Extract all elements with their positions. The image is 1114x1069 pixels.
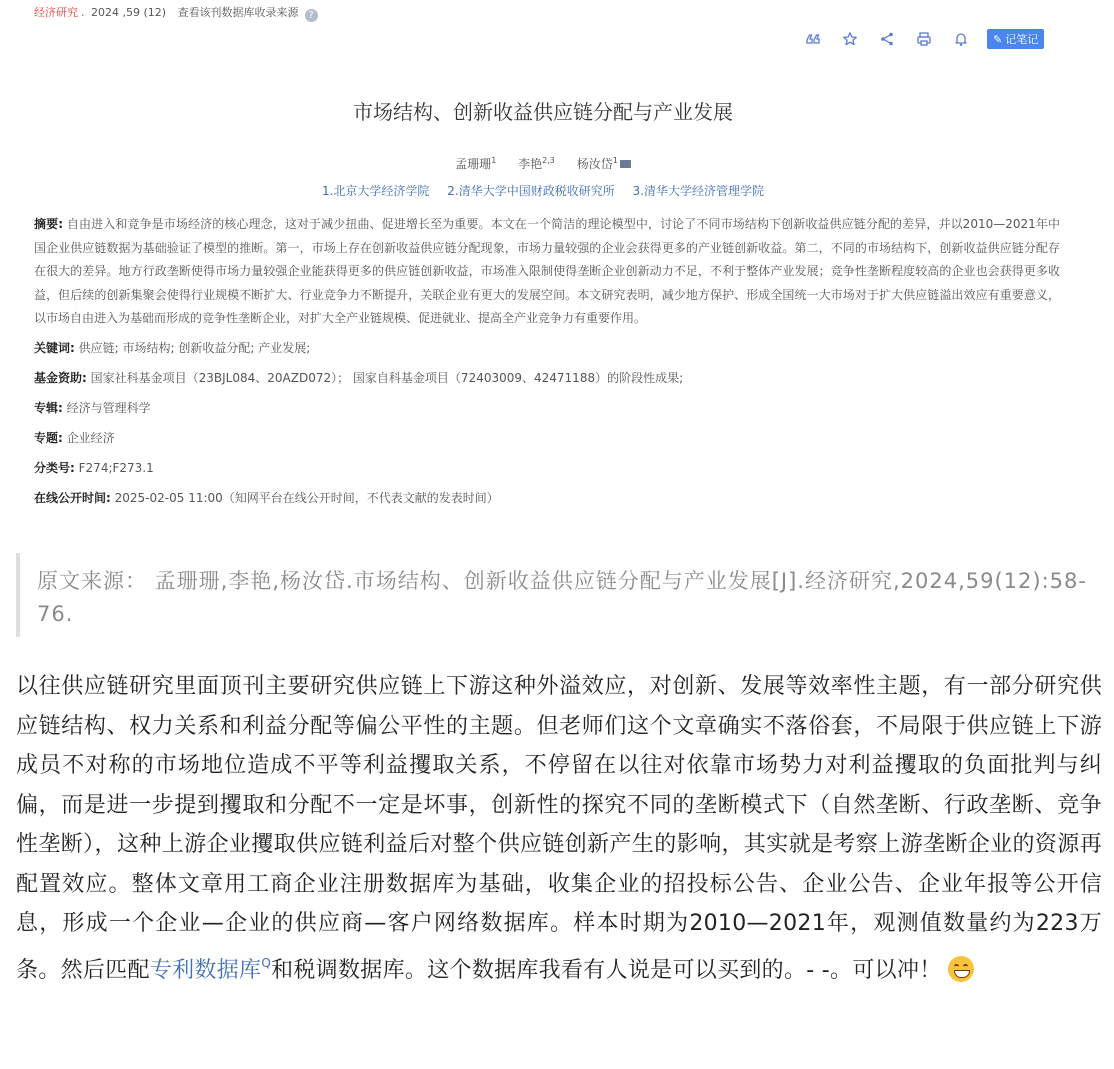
body-text-end: 和税调数据库。这个数据库我看有人说是可以买到的。- -。可以冲！ [271, 957, 942, 983]
abstract-label: 摘要: [34, 217, 64, 231]
search-link-marker[interactable]: Q [261, 955, 272, 970]
abstract-text: 自由进入和竞争是市场经济的核心理念，这对于减少扭曲、促进增长至为重要。本文在一个简洁的理论模型中，讨论了不同市场结构下创新收益供应链分配的差异，并以2010—2021年中国企业供应链数据为基础验证了模型的推断。第一，市场上存在创新收益供应链分配现象，市场力量较强的企业会获得更多的产业链创新收益。第二，不同的市场结构下，创新收益供应链分配存在很大的差异。地方行政垄断使得市场力量较强企业能获得更多的供应链创新收益，市场准入限制使得垄断企业创新动力不足，不利于整体产业发展；竞争性垄断程度较高的企业也会获得更多收益，但后续的创新集聚会使得行业规模不断扩大、行业竞争力不断提升，关联企业有更大的发展空间。本文研究表明，减少地方保护、形成全国统一大市场对于扩大供应链溢出效应有重要意义，以市场自由进入为基础而形成的竞争性垄断企业，对扩大全产业链规模、促进就业、提高全产业竞争力有重要作用。 [34, 217, 1060, 325]
grin-emoji-icon [948, 956, 974, 982]
print-icon[interactable] [911, 27, 937, 51]
article-toolbar [800, 27, 1044, 51]
mail-icon[interactable] [620, 160, 631, 168]
fund-text[interactable]: 国家社科基金项目（23BJL084、20AZD072）； 国家自科基金项目（72403009、42471188）的阶段性成果; [90, 370, 684, 385]
journal-link[interactable]: 经济研究 [34, 6, 78, 19]
body-text: 以往供应链研究里面顶刊主要研究供应链上下游这种外溢效应，对创新、发展等效率性主题，有一部分研究供应链结构、权力关系和利益分配等偏公平性的主题。但老师们这个文章确实不落俗套，不局限于供应链上下游成员不对称的市场地位造成不平等利益攫取关系，不停留在以往对依靠市场势力对利益攫取的负面批判与纠偏，而是进一步提到攫取和分配不一定是坏事，创新性的探究不同的垄断模式下（自然垄断、行政垄断、竞争性垄断），这种上游企业攫取供应链利益后对整个供应链创新产生的影响，其实就是考察上游垄断企业的资源再配置效应。整体文章用工商企业注册数据库为基础，收集企业的招投标公告、企业公告、企业年报等公开信息，形成一个企业—企业的供应商—客户网络数据库。样本时期为2010—2021年，观测值数量约为223万条。然后匹配 [16, 674, 1102, 983]
journal-source-line [34, 4, 318, 22]
classification-label: 分类号: [34, 460, 75, 475]
separator: . [81, 6, 85, 19]
affiliation-link[interactable]: 2.清华大学中国财政税收研究所 [447, 184, 615, 198]
keywords-label: 关键词: [34, 340, 75, 355]
database-source-link[interactable]: 查看该刊数据库收录来源 [177, 6, 299, 19]
fund [34, 367, 1060, 390]
abstract [34, 213, 1060, 331]
keywords-text[interactable]: 供应链; 市场结构; 创新收益分配; 产业发展; [78, 340, 311, 355]
issue-info[interactable]: 2024 ,59 (12) [91, 6, 167, 19]
fund-label: 基金资助: [34, 370, 87, 385]
take-note-label: 记笔记 [1005, 33, 1039, 46]
classification [34, 457, 1060, 480]
take-note-button[interactable] [987, 29, 1044, 49]
online-time-text: 2025-02-05 11:00（知网平台在线公开时间，不代表文献的发表时间） [114, 490, 499, 505]
favorite-star-icon[interactable] [837, 27, 863, 51]
author-link[interactable]: 杨汝岱$^1$ [577, 157, 631, 171]
help-icon[interactable]: ? [305, 9, 318, 22]
paper-title: 市场结构、创新收益供应链分配与产业发展 [353, 100, 733, 124]
affiliation-link[interactable]: 1.北京大学经济学院 [321, 184, 430, 198]
quote-icon[interactable] [800, 27, 826, 51]
affiliation-list [0, 182, 1086, 199]
article-meta [34, 213, 1060, 510]
topic [34, 427, 1060, 450]
bell-icon[interactable] [948, 27, 974, 51]
author-link[interactable]: 李艳$^{2,3}$ [518, 156, 555, 171]
online-time-label: 在线公开时间: [34, 490, 111, 505]
source-quote-text: 原文来源： 孟珊珊,李艳,杨汝岱.市场结构、创新收益供应链分配与产业发展[J].经济研究,2024,59(12):58-76. [37, 569, 1087, 626]
topic-text: 企业经济 [66, 430, 115, 445]
series-text: 经济与管理科学 [66, 400, 151, 415]
affiliation-link[interactable]: 3.清华大学经济管理学院 [632, 184, 764, 198]
author-link[interactable]: 孟珊珊$^1$ [455, 156, 497, 171]
topic-label: 专题: [34, 430, 63, 445]
keywords [34, 337, 1060, 360]
source-quote-block [16, 553, 1108, 637]
classification-text: F274;F273.1 [78, 460, 154, 475]
body-paragraph [16, 667, 1102, 990]
series [34, 397, 1060, 420]
share-icon[interactable] [874, 27, 900, 51]
series-label: 专辑: [34, 400, 63, 415]
author-list [0, 155, 1086, 172]
online-time [34, 487, 1060, 510]
pen-icon: ✎ [993, 32, 1003, 46]
patent-database-link[interactable]: 专利数据库 [149, 957, 262, 983]
